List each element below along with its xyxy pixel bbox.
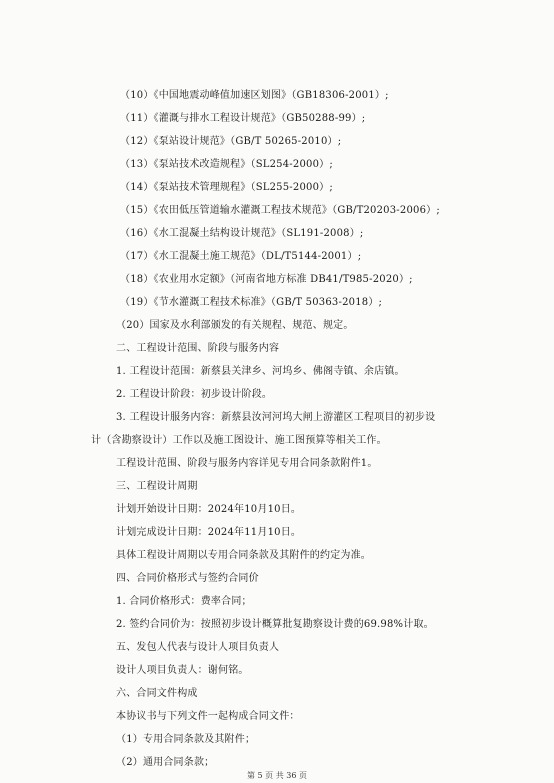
design-service-line-1: 3. 工程设计服务内容：新蔡县汝河河坞大闸上游灌区工程项目的初步设 bbox=[116, 412, 436, 423]
section-heading-period: 三、工程设计周期 bbox=[116, 481, 198, 492]
section-heading-price: 四、合同价格形式与签约合同价 bbox=[116, 573, 259, 584]
reference-item-12: （12）《泵站设计规范》（GB/T 50265-2010）; bbox=[120, 136, 342, 147]
reference-item-11: （11）《灌溉与排水工程设计规范》（GB50288-99）; bbox=[120, 113, 366, 124]
reference-item-15: （15）《农田低压管道输水灌溉工程技术规范》（GB/T20203-2006）; bbox=[120, 205, 440, 216]
design-stage: 2. 工程设计阶段：初步设计阶段。 bbox=[116, 389, 273, 400]
scope-note: 工程设计范围、阶段与服务内容详见专用合同条款附件1。 bbox=[116, 458, 378, 469]
reference-item-19: （19）《节水灌溉工程技术标准》（GB/T 50363-2018）; bbox=[120, 297, 383, 308]
planned-end-date: 计划完成设计日期：2024年11月10日。 bbox=[116, 527, 302, 538]
reference-item-14: （14）《泵站技术管理规程》（SL255-2000）; bbox=[120, 182, 333, 193]
period-note: 具体工程设计周期以专用合同条款及其附件的约定为准。 bbox=[116, 550, 371, 561]
design-service-line-2: 计（含勘察设计）工作以及施工图设计、施工图预算等相关工作。 bbox=[91, 435, 387, 446]
contract-price: 2. 签约合同价为：按照初步设计概算批复勘察设计费的69.98%计取。 bbox=[116, 619, 434, 630]
reference-item-20: （20）国家及水利部颁发的有关规程、规范、规定。 bbox=[116, 320, 354, 331]
project-lead: 设计人项目负责人：谢何铭。 bbox=[116, 665, 249, 676]
price-form: 1. 合同价格形式：费率合同； bbox=[116, 596, 252, 607]
reference-item-10: （10）《中国地震动峰值加速区划图》（GB18306-2001）; bbox=[120, 90, 389, 101]
section-heading-documents: 六、合同文件构成 bbox=[116, 688, 198, 699]
planned-start-date: 计划开始设计日期：2024年10月10日。 bbox=[116, 504, 302, 515]
reference-item-17: （17）《水工混凝土施工规范》（DL/T5144-2001）; bbox=[120, 251, 362, 262]
documents-intro: 本协议书与下列文件一起构成合同文件： bbox=[116, 711, 300, 722]
document-item-2: （2）通用合同条款； bbox=[116, 757, 215, 768]
section-heading-scope: 二、工程设计范围、阶段与服务内容 bbox=[116, 343, 280, 354]
reference-item-18: （18）《农业用水定额》（河南省地方标准 DB41/T985-2020）; bbox=[120, 274, 413, 285]
page-number: 第 5 页 共 36 页 bbox=[247, 771, 307, 780]
reference-item-16: （16）《水工混凝土结构设计规范》（SL191-2008）; bbox=[120, 228, 364, 239]
section-heading-representatives: 五、发包人代表与设计人项目负责人 bbox=[116, 642, 280, 653]
document-item-1: （1）专用合同条款及其附件； bbox=[116, 734, 256, 745]
design-scope: 1. 工程设计范围：新蔡县关津乡、河坞乡、佛阁寺镇、余店镇。 bbox=[116, 366, 405, 377]
reference-item-13: （13）《泵站技术改造规程》（SL254-2000）; bbox=[120, 159, 333, 170]
